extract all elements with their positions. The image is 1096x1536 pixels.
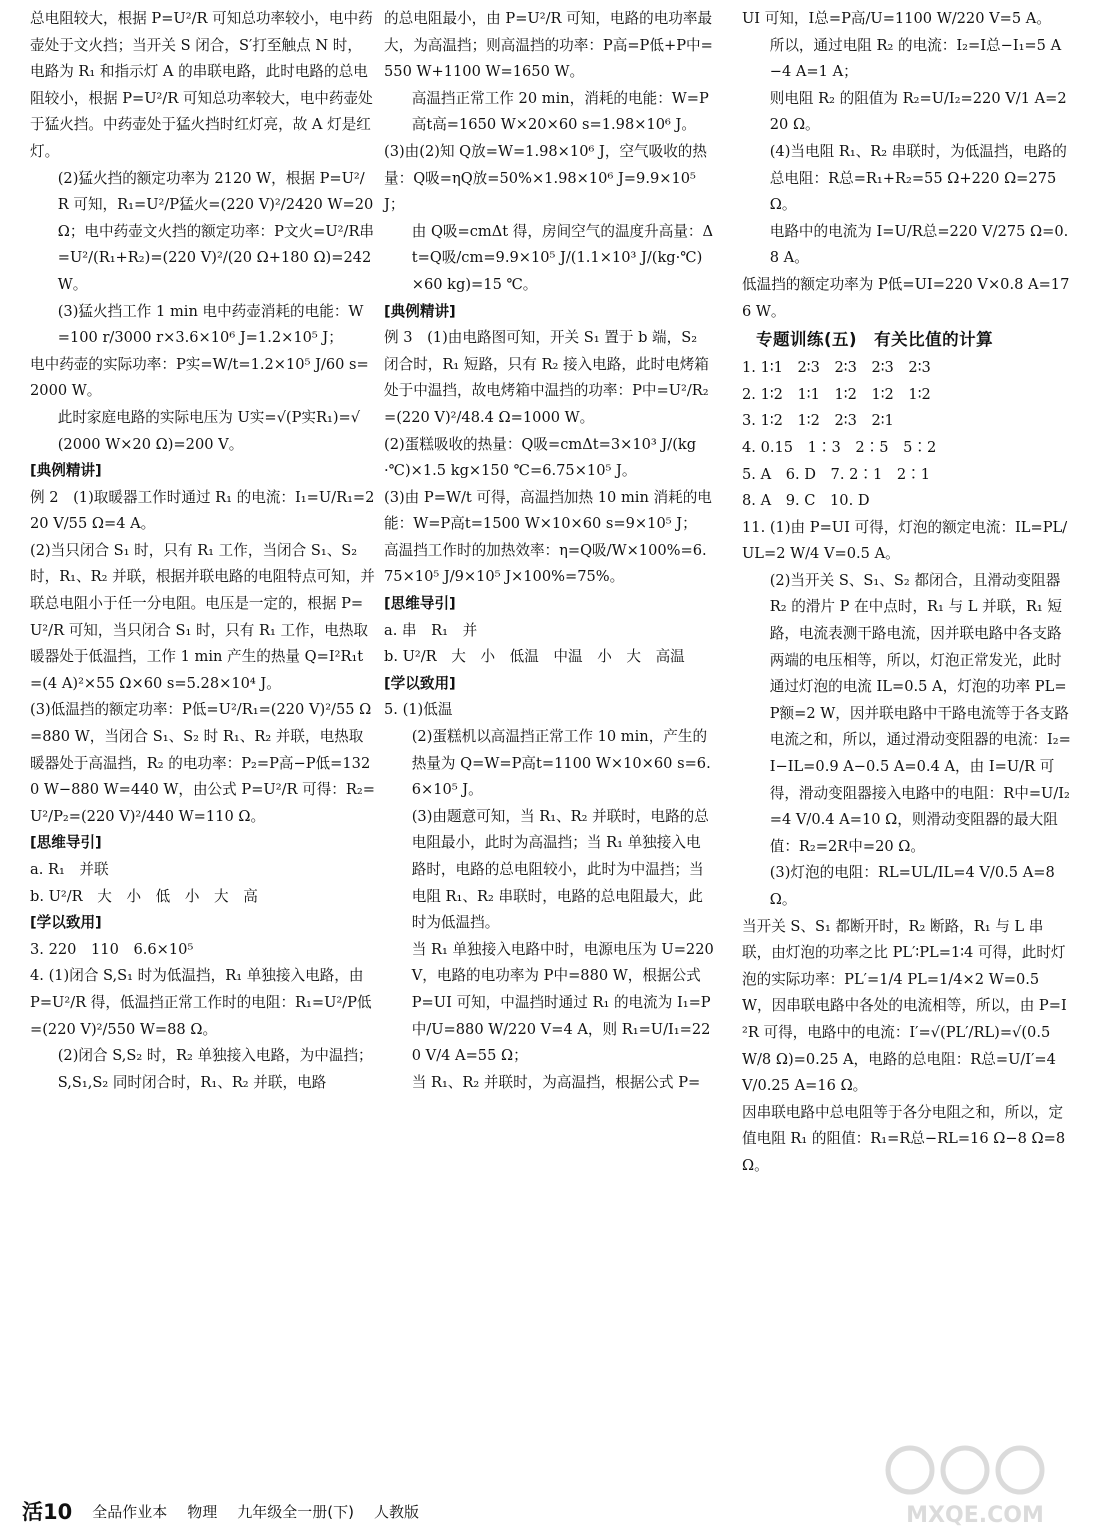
paragraph: 的总电阻最小，由 P=U²/R 可知，电路的电功率最大，为高温挡；则高温挡的功率：P高=P低+P中=550 W+1100 W=1650 W。 — [384, 10, 713, 81]
paragraph: 高温挡正常工作 20 min，消耗的电能：W=P高t高=1650 W×20×60 s=1.98×10⁶ J。 — [411, 89, 709, 134]
grade: 九年级全一册(下) — [237, 1502, 354, 1521]
paragraph: (2)蛋糕吸收的热量：Q吸=cmΔt=3×10³ J/(kg·℃)×1.5 kg×150 ℃=6.75×10⁵ J。 — [384, 435, 697, 480]
paragraph: b. U²/R 大 小 低温 中温 小 大 高温 — [384, 648, 685, 666]
paragraph: 11. (1)由 P=UI 可得，灯泡的额定电流：IL=PL/UL=2 W/4 V=0.5 A。 — [742, 518, 1068, 563]
paragraph: 3. 220 110 6.6×10⁵ — [30, 940, 194, 958]
page-number: 活10 — [22, 1500, 73, 1524]
section-heading: [思维导引] — [30, 834, 102, 852]
paragraph: (2)当开关 S、S₁、S₂ 都闭合，且滑动变阻器 R₂ 的滑片 P 在中点时，R₁ 与 L 并联，R₁ 短路，电流表测干路电流，因并联电路中各支路两端的电压相等，所以，灯泡正常发光，此时通过灯泡的电流 IL=0.5 A，灯泡的功率 PL=P额=2 W，因并联电路中干路电流等于各支路电流之和，所以，通过滑动变阻器的电流：I₂=I−IL=0.9 A−0.5 A=0.4 A，由 I=U/R 可得，滑动变阻器接入电路中的电阻：R中=U/I₂=4 V/0.4 A=10 Ω，则滑动变阻器的最大阻值：R₂=2R中=20 Ω。 — [769, 571, 1071, 855]
paragraph: b. U²/R 大 小 低 小 大 高 — [30, 887, 258, 905]
paragraph: (3)由题意可知，当 R₁、R₂ 并联时，电路的总电阻最小，此时为高温挡；当 R₁ 单独接入电路时，电路的总电阻较小，此时为中温挡；当电阻 R₁、R₂ 串联时，电路的总电阻最大，此时为低温挡。 — [411, 807, 709, 932]
paragraph: (2)猛火挡的额定功率为 2120 W，根据 P=U²/R 可知，R₁=U²/P猛火=(220 V)²/2420 W=20 Ω；电中药壶文火挡的额定功率：P文火=U²/R串=U²/(R₁+R₂)=(220 V)²/(20 Ω+180 Ω)=242 W。 — [57, 169, 375, 293]
paragraph: 则电阻 R₂ 的阻值为 R₂=U/I₂=220 V/1 A=220 Ω。 — [769, 89, 1067, 134]
watermark-logo-icon — [870, 1440, 1080, 1530]
answer-line: 4. 0.15 1∶3 2∶5 5∶2 — [742, 438, 937, 456]
paragraph: 总电阻较大，根据 P=U²/R 可知总功率较小，电中药壶处于文火挡；当开关 S 闭合，S′打至触点 N 时，电路为 R₁ 和指示灯 A 的串联电路，此时电路的总电阻较小，根据 P=U²/R 可知总功率较大，电中药壶处于猛火挡。中药壶处于猛火挡时红灯亮，故 A 灯是红灯。 — [30, 10, 373, 160]
left-column — [30, 6, 375, 1096]
paragraph: 所以，通过电阻 R₂ 的电流：I₂=I总−I₁=5 A−4 A=1 A； — [769, 36, 1062, 81]
paragraph: 当 R₁ 单独接入电路中时，电源电压为 U=220 V，电路的电功率为 P中=880 W，根据公式 P=UI 可知，中温挡时通过 R₁ 的电流为 I₁=P中/U=880 W/220 V=4 A，则 R₁=U/I₁=220 V/4 A=55 Ω； — [411, 940, 714, 1065]
section-heading: [典例精讲] — [384, 302, 456, 320]
paragraph: UI 可知，I总=P高/U=1100 W/220 V=5 A。 — [742, 10, 1051, 27]
section-heading: [思维导引] — [384, 595, 456, 613]
paragraph: 5. (1)低温 — [384, 701, 453, 719]
section-heading: [学以致用] — [384, 674, 456, 692]
paragraph: (2)当只闭合 S₁ 时，只有 R₁ 工作，当闭合 S₁、S₂ 时，R₁、R₂ 并联，根据并联电路的电阻特点可知，并联总电阻小于任一分电阻。电压是一定的，根据 P=U²/R 可知，当只闭合 S₁ 时，只有 R₁ 工作，电热取暖器处于低温挡，工作 1 min 产生的热量 Q=I²R₁t=(4 A)²×55 Ω×60 s=5.28×10⁴ J。 — [30, 541, 375, 692]
paragraph: 4. (1)闭合 S,S₁ 时为低温挡，R₁ 单独接入电路，由 P=U²/R 得，低温挡正常工作时的电阻：R₁=U²/P低=(220 V)²/550 W=88 Ω。 — [30, 967, 372, 1038]
right-column — [742, 6, 1072, 1180]
paragraph: (3)猛火挡工作 1 min 电中药壶消耗的电能：W=100 r/3000 r×3.6×10⁶ J=1.2×10⁵ J； — [57, 302, 364, 347]
middle-column — [384, 6, 714, 1096]
answer-line: 3. 1∶2 1∶2 2∶3 2∶1 — [742, 412, 894, 430]
paragraph: 例 2 (1)取暖器工作时通过 R₁ 的电流：I₁=U/R₁=220 V/55 Ω=4 A。 — [30, 488, 375, 533]
subject: 物理 — [187, 1502, 218, 1521]
answer-line: 1. 1∶1 2∶3 2∶3 2∶3 2∶3 — [742, 359, 931, 377]
paragraph: 电路中的电流为 I=U/R总=220 V/275 Ω=0.8 A。 — [769, 222, 1069, 267]
paragraph: (2)闭合 S,S₂ 时，R₂ 单独接入电路，为中温挡；S,S₁,S₂ 同时闭合时，R₁、R₂ 并联，电路 — [57, 1047, 373, 1091]
paragraph: (3)由 P=W/t 可得，高温挡加热 10 min 消耗的电能：W=P高t=1500 W×10×60 s=9×10⁵ J； — [384, 488, 712, 533]
paragraph: a. 串 R₁ 并 — [384, 621, 478, 639]
page-footer — [22, 1493, 722, 1529]
paragraph: 由 Q吸=cmΔt 得，房间空气的温度升高量：Δt=Q吸/cm=9.9×10⁵ J/(1.1×10³ J/(kg·℃)×60 kg)=15 ℃。 — [411, 222, 714, 293]
answer-line: 8. A 9. C 10. D — [742, 492, 870, 510]
book-series: 全品作业本 — [92, 1502, 168, 1521]
paragraph: (3)灯泡的电阻：RL=UL/IL=4 V/0.5 A=8 Ω。 — [769, 864, 1055, 908]
paragraph: 此时家庭电路的实际电压为 U实=√(P实R₁)=√(2000 W×20 Ω)=200 V。 — [57, 408, 361, 453]
edition: 人教版 — [373, 1502, 419, 1521]
paragraph: 高温挡工作时的加热效率：η=Q吸/W×100%=6.75×10⁵ J/9×10⁵ J×100%=75%。 — [384, 541, 707, 586]
special-training-title: 专题训练(五) 有关比值的计算 — [756, 330, 994, 350]
paragraph: (2)蛋糕机以高温挡正常工作 10 min，产生的热量为 Q=W=P高t=1100 W×10×60 s=6.6×10⁵ J。 — [411, 728, 711, 799]
section-heading: [学以致用] — [30, 914, 102, 932]
answer-line: 2. 1∶2 1∶1 1∶2 1∶2 1∶2 — [742, 385, 931, 403]
paragraph: 当开关 S、S₁ 都断开时，R₂ 断路，R₁ 与 L 串联，由灯泡的功率之比 PL′∶PL=1∶4 可得，此时灯泡的实际功率：PL′=1/4 PL=1/4×2 W=0.5 W，因串联电路中各处的电流相等，所以，由 P=I²R 可得，电路中的电流：I′=√(PL′/RL)=√(0.5 W/8 Ω)=0.25 A，电路的总电阻：R总=U/I′=4 V/0.25 A=16 Ω。 — [742, 917, 1067, 1095]
watermark-text: MXQE.COM — [906, 1503, 1044, 1528]
paragraph: 因串联电路中总电阻等于各分电阻之和，所以，定值电阻 R₁ 的阻值：R₁=R总−RL=16 Ω−8 Ω=8 Ω。 — [742, 1103, 1066, 1174]
section-heading: [典例精讲] — [30, 462, 102, 480]
paragraph: 例 3 (1)由电路图可知，开关 S₁ 置于 b 端，S₂ 闭合时，R₁ 短路，只有 R₂ 接入电路，此时电烤箱处于中温挡，故电烤箱中温挡的功率：P中=U²/R₂=(220 V)²/48.4 Ω=1000 W。 — [384, 329, 709, 426]
answer-line: 5. A 6. D 7. 2∶1 2∶1 — [742, 465, 931, 483]
paragraph: 当 R₁、R₂ 并联时，为高温挡，根据公式 P= — [411, 1073, 701, 1091]
paragraph: a. R₁ 并联 — [30, 861, 109, 878]
paragraph: (4)当电阻 R₁、R₂ 串联时，为低温挡，电路的总电阻：R总=R₁+R₂=55 Ω+220 Ω=275 Ω。 — [769, 142, 1067, 214]
paragraph: 电中药壶的实际功率：P实=W/t=1.2×10⁵ J/60 s=2000 W。 — [30, 355, 369, 400]
paragraph: (3)低温挡的额定功率：P低=U²/R₁=(220 V)²/55 Ω=880 W，当闭合 S₁、S₂ 时 R₁、R₂ 并联，电热取暖器处于高温挡，R₂ 的电功率：P₂=P高−P低=1320 W−880 W=440 W，由公式 P=U²/R 可得：R₂=U²/P₂=(220 V)²/440 W=110 Ω。 — [30, 701, 375, 825]
paragraph: (3)由(2)知 Q放=W=1.98×10⁶ J，空气吸收的热量：Q吸=ηQ放=50%×1.98×10⁶ J=9.9×10⁵ J； — [384, 142, 707, 214]
paragraph: 低温挡的额定功率为 P低=UI=220 V×0.8 A=176 W。 — [742, 275, 1070, 320]
